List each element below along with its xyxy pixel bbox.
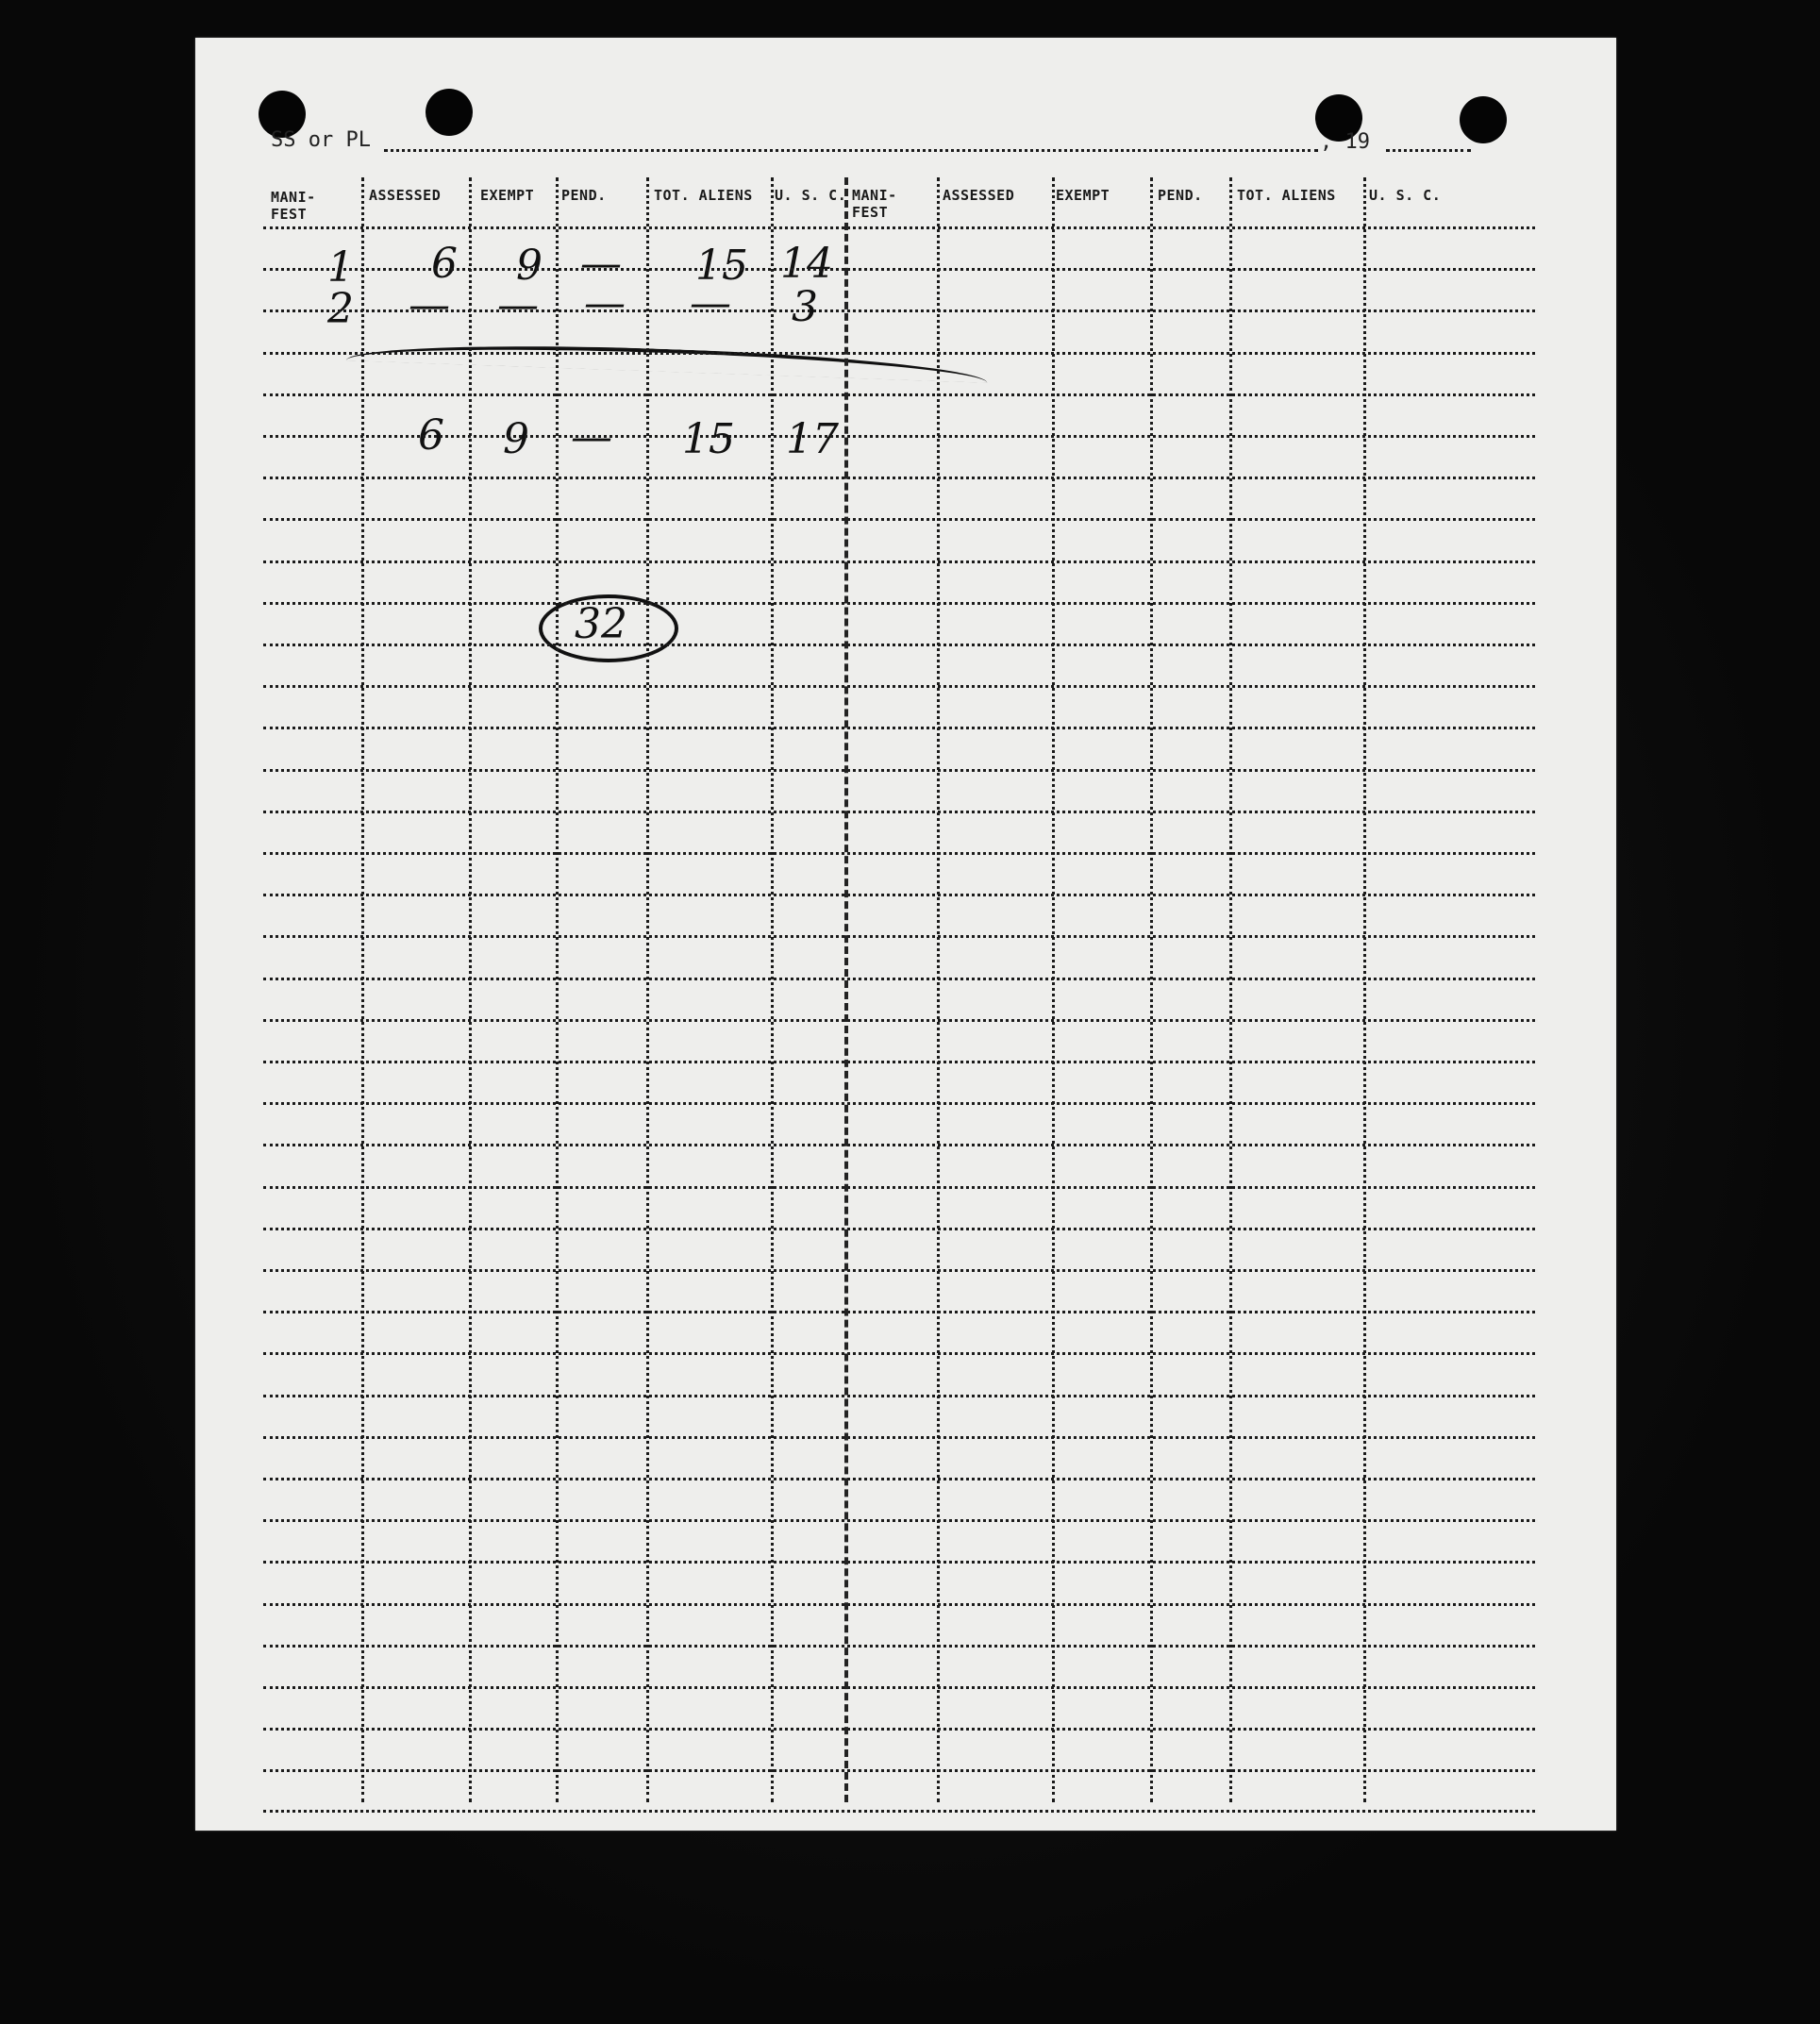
total-underline [346, 338, 988, 383]
grid-column-line [469, 177, 472, 1802]
col-head-usc-right: U. S. C. [1369, 187, 1442, 204]
grid-row-line [263, 894, 1535, 896]
grid-row-line [263, 852, 1535, 855]
hw-row1-tot-aliens: 15 [695, 242, 748, 290]
grid-bottom-rule [263, 1810, 1535, 1813]
col-head-manifest-left: MANI- FEST [271, 189, 316, 223]
hw-total-pend: — [571, 413, 612, 461]
hw-row1-exempt: 9 [516, 242, 543, 290]
grid-column-line [844, 177, 848, 1802]
grid-row-line [263, 1478, 1535, 1480]
grid-row-line [263, 1561, 1535, 1564]
hw-total-usc: 17 [786, 415, 839, 463]
grid-row-line [263, 1436, 1535, 1439]
col-head-tot-aliens-left: TOT. ALIENS [654, 187, 753, 204]
hw-total-assessed: 6 [418, 411, 444, 460]
col-head-exempt-left: EXEMPT [480, 187, 535, 204]
hw-row1-usc: 14 [780, 240, 833, 288]
grid-row-line [263, 1102, 1535, 1105]
hw-row2-exempt: — [497, 281, 539, 329]
grid-row-line [263, 1186, 1535, 1189]
grid-row-line [263, 352, 1535, 355]
col-head-assessed-right: ASSESSED [943, 187, 1015, 204]
grid-row-line [263, 1061, 1535, 1063]
grid-row-line [263, 1352, 1535, 1355]
grid-row-line [263, 1519, 1535, 1522]
grid-column-line [1363, 177, 1366, 1802]
hw-row2-usc: 3 [792, 283, 818, 331]
hw-row2-pend: — [584, 279, 626, 327]
grid-row-line [263, 1269, 1535, 1272]
grid-row-line [263, 1395, 1535, 1397]
hw-row2-tot-aliens: — [690, 279, 731, 327]
grid-column-line [361, 177, 364, 1802]
grid-row-line [263, 644, 1535, 646]
col-head-pend-right: PEND. [1158, 187, 1203, 204]
grid-row-line [263, 1603, 1535, 1606]
grid-row-line [263, 1769, 1535, 1772]
grid-row-line [263, 602, 1535, 605]
col-head-tot-aliens-right: TOT. ALIENS [1237, 187, 1336, 204]
grid-column-line [646, 177, 649, 1802]
grid-row-line [263, 1019, 1535, 1022]
year-fill-line [1386, 149, 1471, 152]
grid-column-line [937, 177, 940, 1802]
grid-row-line [263, 978, 1535, 980]
grid-row-line [263, 1228, 1535, 1230]
grid-row-line [263, 1144, 1535, 1146]
grid-column-line [556, 177, 559, 1802]
grid-row-line [263, 1311, 1535, 1313]
col-head-exempt-right: EXEMPT [1056, 187, 1110, 204]
hw-total-exempt: 9 [503, 415, 529, 463]
hw-total-tot-aliens: 15 [682, 415, 735, 463]
form-sheet [195, 38, 1616, 1831]
hw-row2-manifest: 2 [327, 285, 354, 333]
hw-circled-count: 32 [575, 600, 627, 648]
col-head-usc-left: U. S. C. [775, 187, 847, 204]
grid-column-line [1052, 177, 1055, 1802]
grid-column-line [1229, 177, 1232, 1802]
hw-row2-assessed: — [409, 281, 450, 329]
col-head-assessed-left: ASSESSED [369, 187, 442, 204]
punch-hole-2 [426, 89, 473, 136]
grid-column-line [771, 177, 774, 1802]
grid-row-line [263, 1686, 1535, 1689]
grid-row-line [263, 226, 1535, 229]
grid-row-line [263, 518, 1535, 521]
grid-row-line [263, 435, 1535, 438]
grid-row-line [263, 811, 1535, 813]
grid-row-line [263, 1645, 1535, 1648]
grid-row-line [263, 393, 1535, 396]
ss-or-pl-label: SS or PL [271, 128, 371, 152]
grid-row-line [263, 1728, 1535, 1731]
hw-row1-manifest: 1 [327, 243, 354, 292]
grid-row-line [263, 935, 1535, 938]
grid-row-line [263, 727, 1535, 729]
grid-row-line [263, 685, 1535, 688]
punch-hole-4 [1460, 96, 1507, 143]
year-label: , 19 [1320, 130, 1370, 154]
col-head-manifest-right: MANI- FEST [852, 187, 897, 221]
grid-row-line [263, 477, 1535, 479]
grid-row-line [263, 268, 1535, 271]
hw-row1-assessed: 6 [431, 240, 458, 288]
grid-column-line [1150, 177, 1153, 1802]
ss-or-pl-fill-line [384, 149, 1318, 152]
col-head-pend-left: PEND. [561, 187, 607, 204]
grid-row-line [263, 560, 1535, 563]
hw-row1-pend: — [580, 240, 622, 288]
grid-row-line [263, 309, 1535, 312]
grid-row-line [263, 769, 1535, 772]
